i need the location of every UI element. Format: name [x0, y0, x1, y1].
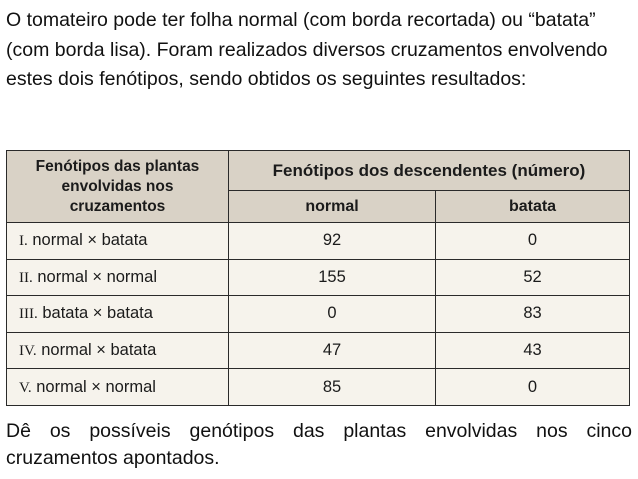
results-table: [6, 150, 630, 406]
question-paragraph: Dê os possíveis genótipos das plantas envolvidas nos cinco cruzamentos apontados.: [6, 420, 632, 469]
cross-label: [7, 223, 229, 260]
normal-count: 155: [229, 259, 436, 296]
table-row: [7, 223, 630, 260]
cross-phenotypes: normal × normal: [36, 377, 156, 396]
cross-label: [7, 259, 229, 296]
batata-count: 83: [436, 296, 630, 333]
normal-column-header: normal: [229, 191, 436, 223]
batata-count: 0: [436, 223, 630, 260]
table-row: [7, 332, 630, 369]
roman-numeral: II.: [19, 269, 33, 286]
cross-phenotypes: batata × batata: [42, 304, 153, 323]
cross-label: [7, 332, 229, 369]
normal-count: 92: [229, 223, 436, 260]
parent-phenotypes-header: Fenótipos das plantas envolvidas nos cruzamentos: [7, 151, 229, 223]
table-row: [7, 369, 630, 406]
batata-count: 52: [436, 259, 630, 296]
table-row: [7, 296, 630, 333]
roman-numeral: I.: [19, 233, 28, 250]
roman-numeral: V.: [19, 379, 32, 396]
normal-count: 85: [229, 369, 436, 406]
offspring-phenotypes-header: Fenótipos dos descendentes (número): [229, 151, 630, 191]
cross-label: [7, 369, 229, 406]
intro-paragraph: O tomateiro pode ter folha normal (com borda recortada) ou “batata” (com borda lisa). Foram realizados diversos cruzamentos envolvendo estes dois fenótipos, sendo obtidos os seguintes resultados:: [6, 9, 608, 90]
batata-column-header: batata: [436, 191, 630, 223]
table-row: [7, 259, 630, 296]
batata-count: 43: [436, 332, 630, 369]
roman-numeral: III.: [19, 306, 38, 323]
cross-phenotypes: normal × normal: [37, 267, 158, 286]
batata-count: 0: [436, 369, 630, 406]
cross-phenotypes: normal × batata: [32, 231, 148, 250]
table-header-row: [7, 151, 630, 191]
cross-phenotypes: normal × batata: [41, 341, 157, 360]
cross-label: [7, 296, 229, 333]
roman-numeral: IV.: [19, 343, 37, 360]
normal-count: 47: [229, 332, 436, 369]
results-table-container: [6, 150, 630, 406]
normal-count: 0: [229, 296, 436, 333]
